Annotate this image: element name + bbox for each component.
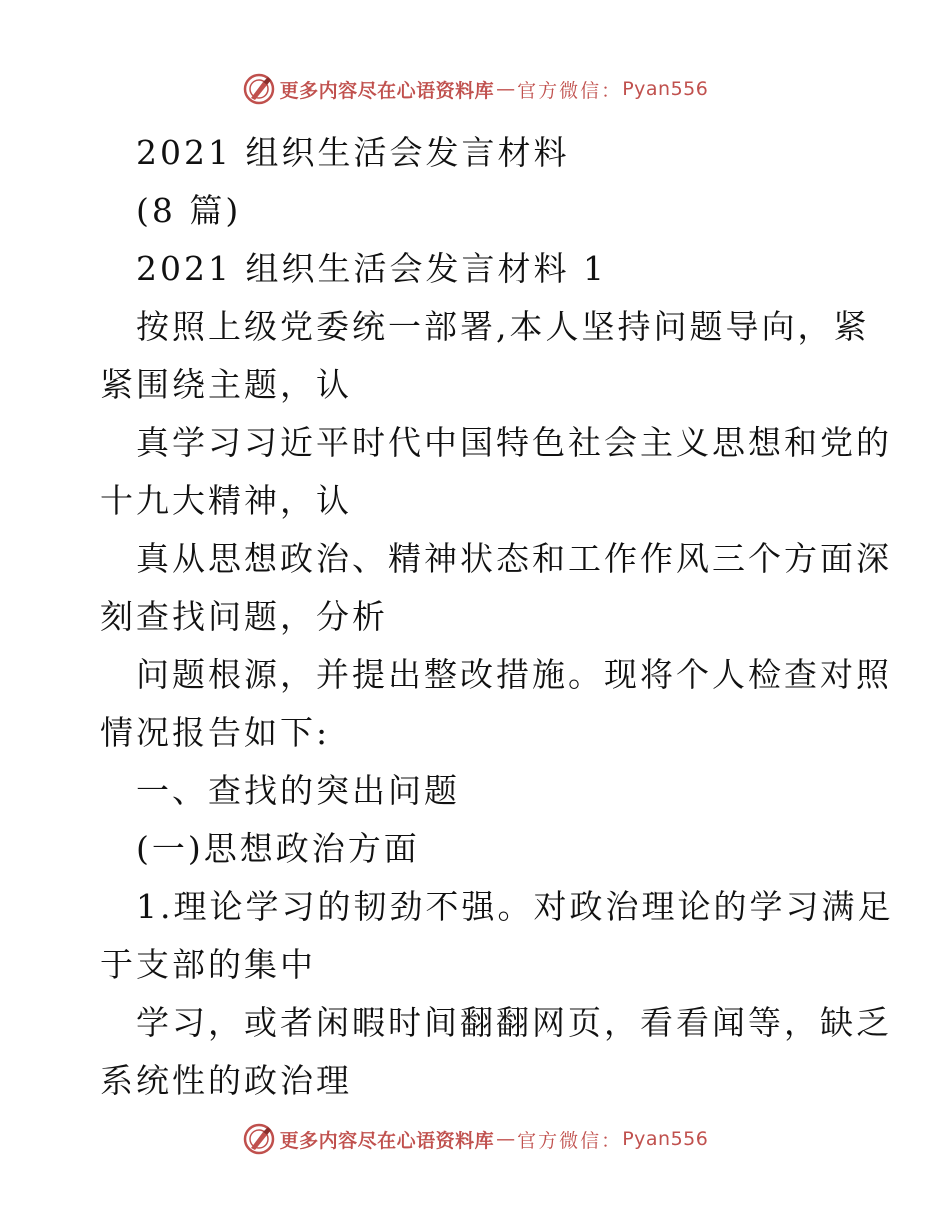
watermark-label: 官方微信： (517, 79, 623, 102)
watermark-separator: — (496, 78, 516, 100)
paragraph-line: 十九大精神，认 (100, 481, 352, 520)
paragraph-line: 2021 组织生活会发言材料 1 (136, 249, 607, 288)
watermark-account-id: Pyan556 (622, 1128, 709, 1150)
paragraph-line: 问题根源，并提出整改措施。现将个人检查对照 (136, 655, 892, 694)
paragraph-line: 1.理论学习的韧劲不强。对政治理论的学习满足 (136, 887, 894, 926)
watermark-brand: 更多内容尽在心语资料库 (279, 79, 495, 102)
pen-circle-icon (242, 72, 276, 106)
paragraph-line: 真学习习近平时代中国特色社会主义思想和党的 (136, 423, 892, 462)
document-body (100, 124, 894, 1110)
paragraph-line: 一、查找的突出问题 (136, 771, 460, 810)
pen-circle-icon (242, 1122, 276, 1156)
paragraph-line: 刻查找问题，分析 (100, 597, 388, 636)
paragraph-line: 按照上级党委统一部署,本人坚持问题导向，紧 (136, 307, 870, 346)
watermark-separator: — (496, 1128, 516, 1150)
footer-watermark (0, 1122, 950, 1156)
paragraph-line: 系统性的政治理 (100, 1061, 352, 1100)
paragraph-line: 于支部的集中 (100, 945, 316, 984)
paragraph-line: 2021 组织生活会发言材料 (136, 133, 570, 172)
watermark-label: 官方微信： (517, 1129, 623, 1152)
paragraph-line: 学习，或者闲暇时间翻翻网页，看看闻等，缺乏 (136, 1003, 892, 1042)
watermark-account-id: Pyan556 (622, 78, 709, 100)
paragraph-line: (8 篇) (136, 191, 242, 230)
header-watermark (0, 72, 950, 106)
paragraph-line: 真从思想政治、精神状态和工作作风三个方面深 (136, 539, 892, 578)
paragraph-line: (一)思想政治方面 (136, 829, 420, 868)
paragraph-line: 紧围绕主题，认 (100, 365, 352, 404)
paragraph-line: 情况报告如下: (100, 713, 331, 752)
watermark-brand: 更多内容尽在心语资料库 (279, 1129, 495, 1152)
